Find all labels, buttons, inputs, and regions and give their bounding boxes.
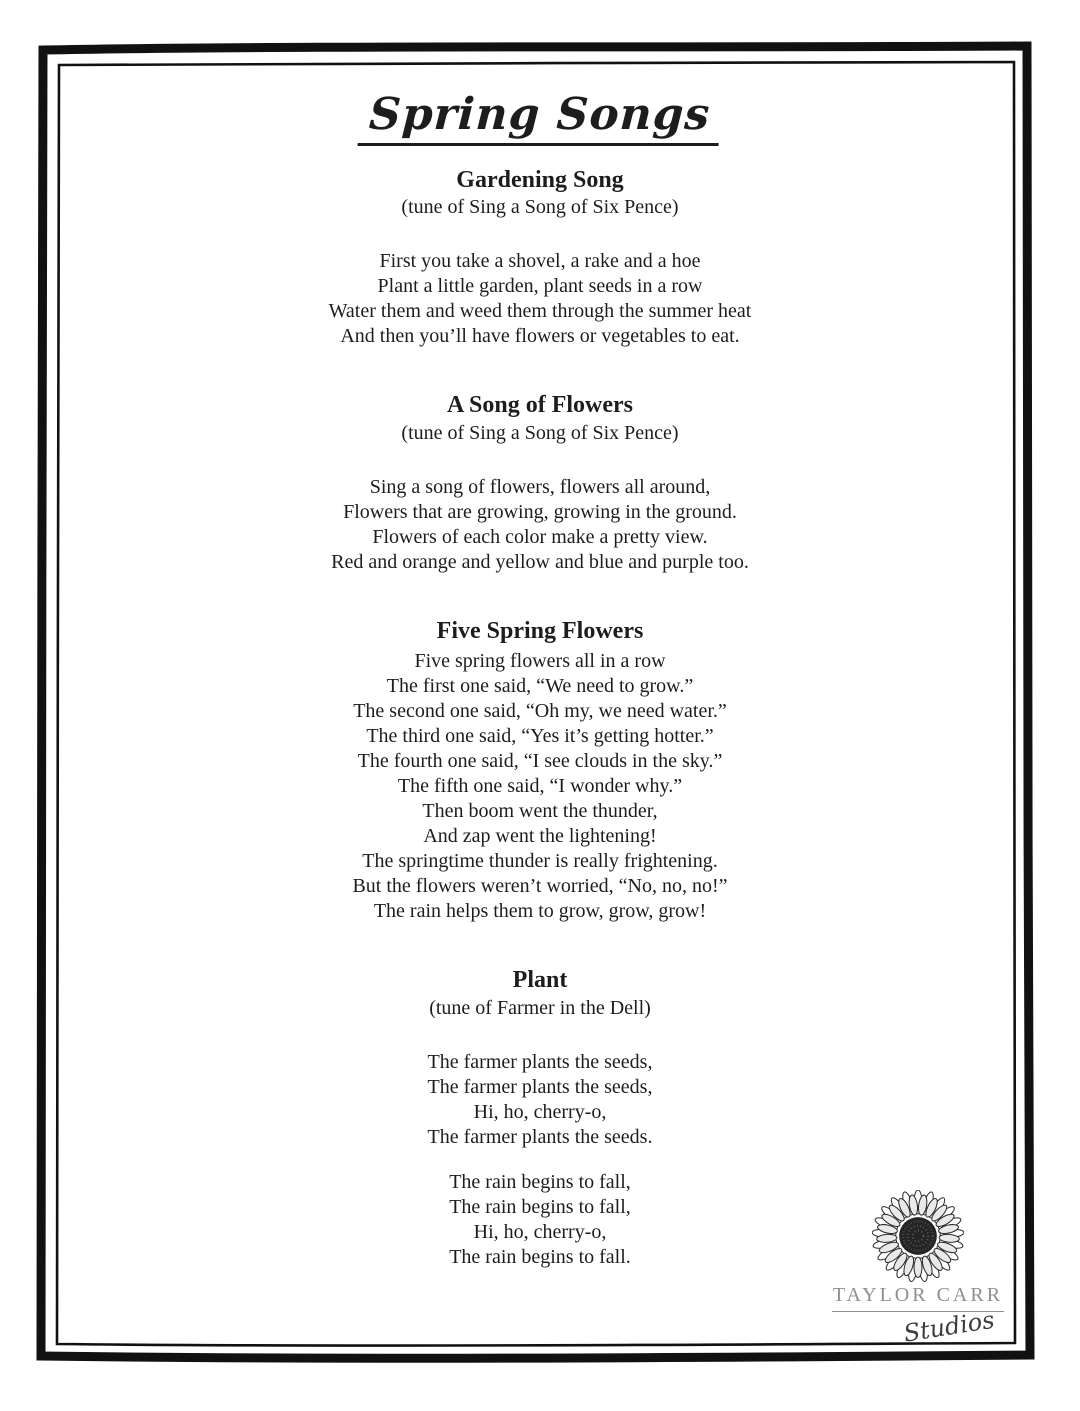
- logo: [832, 1190, 1004, 1348]
- song-tune: (tune of Farmer in the Dell): [429, 996, 651, 1019]
- verse-line: The springtime thunder is really frightening.: [362, 849, 718, 872]
- verse: [70, 249, 1010, 349]
- verse-line: Flowers that are growing, growing in the ground.: [343, 501, 737, 524]
- verse-line: Sing a song of flowers, flowers all around,: [369, 476, 711, 499]
- verse-line: The third one said, “Yes it’s getting hotter.”: [366, 724, 714, 747]
- verse-line: Hi, ho, cherry-o,: [473, 1100, 607, 1123]
- document-body: [70, 62, 1010, 1349]
- song-title: Five Spring Flowers: [436, 618, 644, 645]
- verse-line: Water them and weed them through the summer heat: [328, 300, 752, 323]
- song-section: [70, 391, 1010, 575]
- song-section: [70, 166, 1010, 350]
- logo-studio: Studios: [901, 1305, 997, 1348]
- song-tune: (tune of Sing a Song of Six Pence): [401, 196, 679, 219]
- verse-line: The rain begins to fall.: [449, 1245, 631, 1268]
- verse-line: And then you’ll have flowers or vegetables to eat.: [340, 325, 740, 348]
- verse-line: The rain helps them to grow, grow, grow!: [373, 899, 707, 922]
- logo-brand: TAYLOR CARR: [832, 1284, 1004, 1312]
- verse-line: Red and orange and yellow and blue and purple too.: [331, 551, 749, 574]
- verse-line: The rain begins to fall,: [449, 1195, 631, 1218]
- verse-line: The fourth one said, “I see clouds in the sky.”: [357, 749, 723, 772]
- song-tune: (tune of Sing a Song of Six Pence): [401, 422, 679, 445]
- verse: [70, 649, 1010, 924]
- verse: [70, 475, 1010, 575]
- verse-line: The farmer plants the seeds,: [427, 1075, 653, 1098]
- verse-line: The rain begins to fall,: [449, 1170, 631, 1193]
- verse-line: The fifth one said, “I wonder why.”: [397, 774, 683, 797]
- verse-line: Plant a little garden, plant seeds in a row: [377, 275, 703, 298]
- verse-line: First you take a shovel, a rake and a hoe: [379, 250, 701, 273]
- song-title: Gardening Song: [456, 166, 624, 193]
- song-title: A Song of Flowers: [447, 392, 633, 419]
- song-section: [70, 617, 1010, 924]
- verse-line: Then boom went the thunder,: [422, 799, 658, 822]
- verse-line: But the flowers weren’t worried, “No, no, no!”: [352, 874, 728, 897]
- verse-line: The first one said, “We need to grow.”: [386, 674, 694, 697]
- verse: [70, 1050, 1010, 1150]
- page-title: Spring Songs: [358, 90, 722, 146]
- verse-line: The farmer plants the seeds.: [427, 1125, 653, 1148]
- verse-line: Flowers of each color make a pretty view.: [372, 526, 708, 549]
- verse-line: Five spring flowers all in a row: [414, 649, 666, 672]
- verse-line: Hi, ho, cherry-o,: [473, 1220, 607, 1243]
- songs: [70, 166, 1010, 1270]
- sunflower-center: [899, 1217, 937, 1255]
- song-title: Plant: [512, 966, 568, 993]
- verse-line: The farmer plants the seeds,: [427, 1050, 653, 1073]
- sunflower-icon: [872, 1190, 964, 1282]
- verse-line: The second one said, “Oh my, we need water.”: [353, 699, 727, 722]
- verse-line: And zap went the lightening!: [423, 824, 657, 847]
